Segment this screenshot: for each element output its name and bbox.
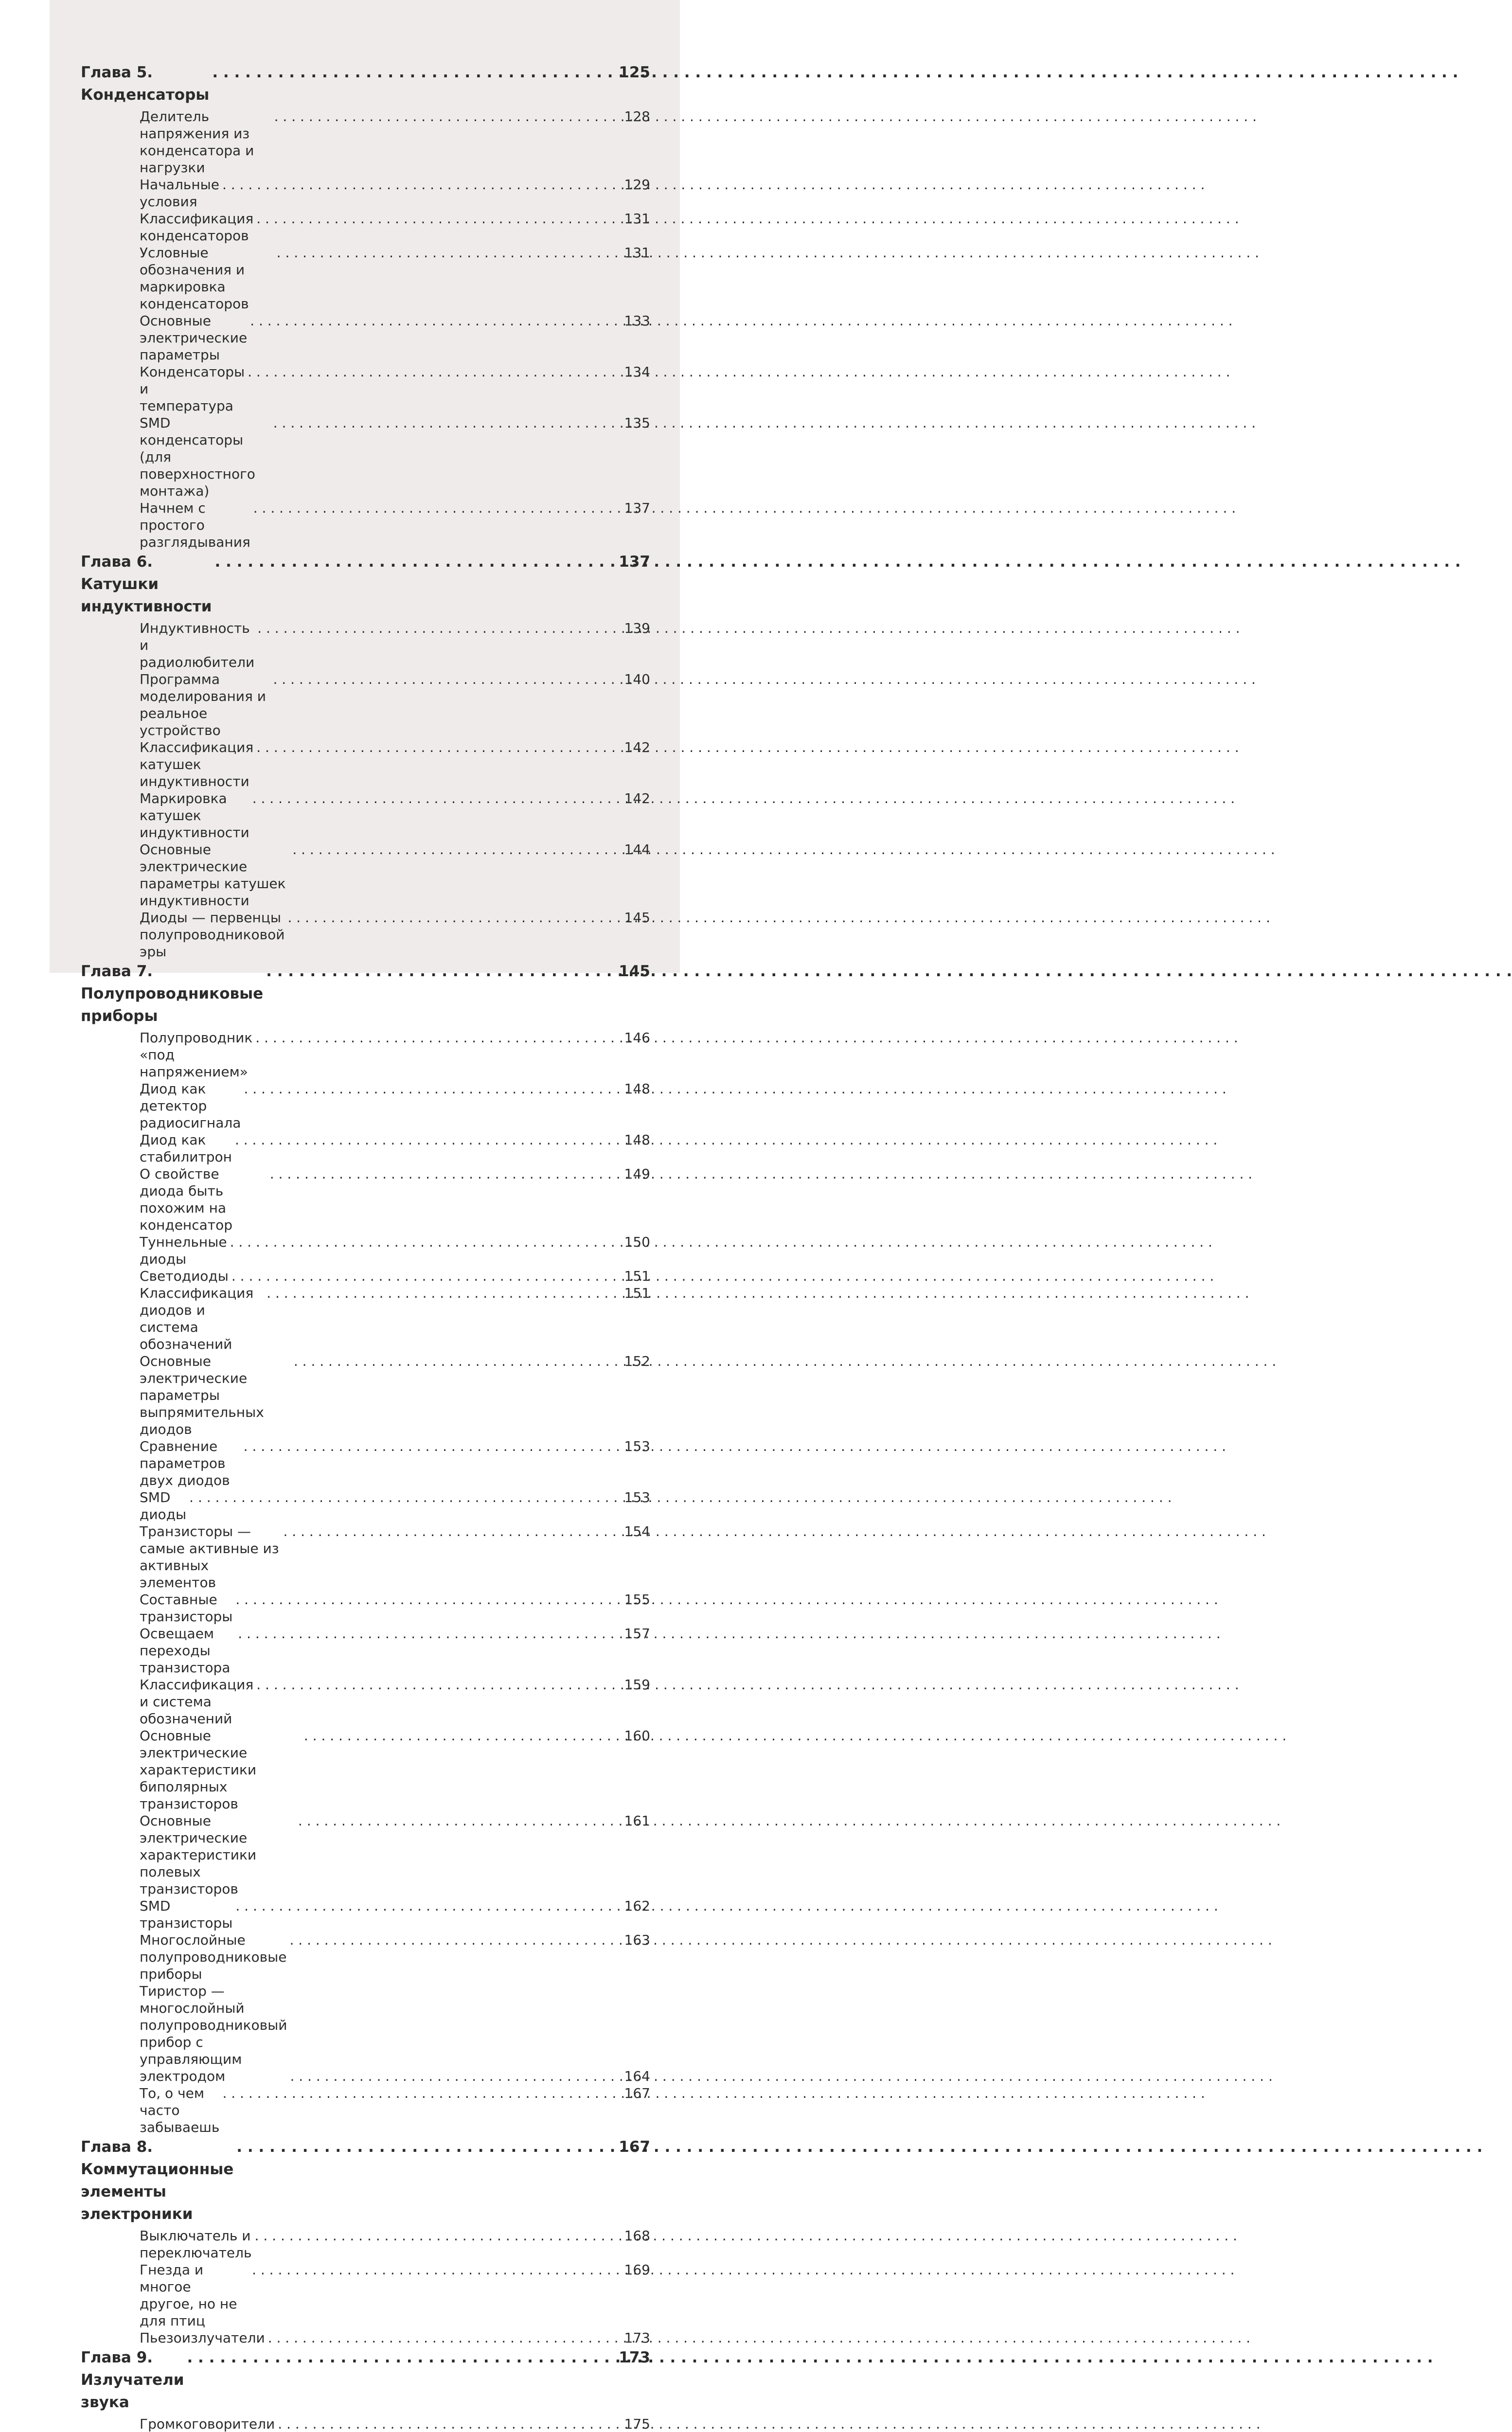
dot-leader	[250, 312, 621, 329]
chapter-page-number: 167	[619, 2138, 650, 2156]
dot-leader	[256, 210, 621, 227]
dot-leader	[189, 1489, 621, 1506]
toc-entry	[81, 1897, 650, 1931]
toc-entry	[81, 1931, 650, 1983]
chapter-page-number: 137	[619, 553, 650, 571]
dot-leader	[231, 1268, 622, 1285]
chapter-entries	[81, 1029, 650, 2136]
dot-leader	[256, 739, 621, 756]
entry-title: SMD транзисторы	[140, 1898, 233, 1931]
dot-leader	[230, 1234, 622, 1251]
entry-title: Громкоговорители	[140, 2416, 275, 2432]
entry-title: Основные электрические параметры катушек индуктивности	[140, 841, 286, 909]
dot-leader	[277, 244, 622, 261]
dot-leader	[212, 61, 616, 84]
toc-entry	[81, 210, 650, 244]
entry-page-number: 134	[624, 364, 650, 380]
toc-entry	[81, 909, 650, 960]
entry-page-number: 133	[624, 313, 650, 329]
chapter-page-number: 145	[619, 963, 650, 980]
toc-entry	[81, 1591, 650, 1625]
chapter-title: Глава 7. Полупроводниковые приборы	[81, 963, 264, 1025]
dot-leader	[268, 2329, 622, 2346]
entry-title: Диоды — первенцы полупроводниковой эры	[140, 910, 285, 960]
toc-entry	[81, 176, 650, 210]
entry-page-number: 157	[624, 1626, 650, 1642]
entry-page-number: 150	[624, 1234, 650, 1250]
toc-entry	[81, 2085, 650, 2136]
chapter-heading	[81, 61, 650, 106]
toc-entry	[81, 1353, 650, 1438]
entry-page-number: 142	[624, 739, 650, 755]
entry-title: Выключатель и переключатель	[140, 2228, 252, 2261]
chapter-title: Глава 5. Конденсаторы	[81, 64, 210, 104]
toc-entry	[81, 739, 650, 790]
dot-leader	[187, 2346, 616, 2369]
entry-title: Освещаем переходы транзистора	[140, 1626, 231, 1676]
entry-title: Классификация диодов и система обозначений	[140, 1285, 254, 1352]
entry-title: Основные электрические характеристики полевых транзисторов	[140, 1813, 257, 1897]
chapter-heading	[81, 960, 650, 1027]
dot-leader	[294, 1353, 622, 1370]
entry-title: Индуктивность и радиолюбители	[140, 620, 255, 670]
entry-page-number: 142	[624, 790, 650, 806]
toc-entry	[81, 500, 650, 551]
entry-page-number: 173	[624, 2330, 650, 2346]
table-of-contents	[81, 61, 650, 2432]
chapter-title: Глава 6. Катушки индуктивности	[81, 553, 212, 615]
toc-entry	[81, 1438, 650, 1489]
entry-page-number: 128	[624, 108, 650, 125]
toc-entry	[81, 1234, 650, 1268]
entry-page-number: 153	[624, 1438, 650, 1454]
toc-entry	[81, 1285, 650, 1353]
entry-title: Сравнение параметров двух диодов	[140, 1438, 230, 1488]
toc-entry	[81, 1165, 650, 1234]
entry-title: То, о чем часто забываешь	[140, 2085, 220, 2135]
chapter-entries	[81, 2227, 650, 2346]
entry-page-number: 167	[624, 2085, 650, 2101]
entry-page-number: 155	[624, 1592, 650, 1608]
toc-entry	[81, 1523, 650, 1591]
toc-entry	[81, 108, 650, 176]
dot-leader	[235, 1897, 621, 1914]
entry-title: SMD конденсаторы (для поверхностного монтажа)	[140, 415, 255, 499]
entry-page-number: 148	[624, 1081, 650, 1097]
toc-entry	[81, 790, 650, 841]
dot-leader	[244, 1080, 621, 1097]
toc-entry	[81, 414, 650, 500]
dot-leader	[235, 1591, 621, 1608]
dot-leader	[222, 2085, 621, 2102]
dot-leader	[270, 1165, 622, 1182]
entry-page-number: 168	[624, 2228, 650, 2244]
chapter-entries	[81, 620, 650, 960]
dot-leader	[235, 1131, 622, 1148]
dot-leader	[273, 671, 622, 688]
entry-title: Туннельные диоды	[140, 1234, 227, 1267]
entry-page-number: 163	[624, 1932, 650, 1948]
dot-leader	[244, 1438, 622, 1455]
dot-leader	[278, 2415, 621, 2432]
dot-leader	[252, 2261, 621, 2278]
dot-leader	[238, 1625, 621, 1642]
entry-page-number: 149	[624, 1166, 650, 1182]
chapter-block	[81, 2346, 650, 2432]
entry-page-number: 131	[624, 211, 650, 227]
entry-title: Классификация и система обозначений	[140, 1677, 254, 1727]
toc-entry	[81, 1812, 650, 1897]
dot-leader	[248, 363, 621, 380]
dot-leader	[257, 620, 621, 637]
entry-title: Пьезоизлучатели	[140, 2330, 265, 2346]
entry-title: Маркировка катушек индуктивности	[140, 790, 249, 840]
toc-entry	[81, 2261, 650, 2329]
chapter-page-number: 125	[619, 64, 650, 81]
entry-title: О свойстве диода быть похожим на конденсатор	[140, 1166, 233, 1233]
entry-title: Транзисторы — самые активные из активных элементов	[140, 1523, 279, 1591]
entry-title: Светодиоды	[140, 1268, 229, 1284]
dot-leader	[289, 1931, 621, 1949]
toc-entry	[81, 312, 650, 363]
chapter-block	[81, 960, 650, 2136]
toc-entry	[81, 1029, 650, 1080]
entry-title: Основные электрические характеристики биполярных транзисторов	[140, 1728, 257, 1812]
entry-page-number: 145	[624, 910, 650, 926]
dot-leader	[252, 790, 622, 807]
chapter-heading	[81, 2346, 650, 2414]
dot-leader	[284, 1523, 622, 1540]
entry-title: Диод как детектор радиосигнала	[140, 1081, 241, 1131]
dot-leader	[253, 500, 622, 517]
chapter-title: Глава 8. Коммутационные элементы электроники	[81, 2138, 234, 2223]
toc-entry	[81, 2415, 650, 2432]
toc-entry	[81, 620, 650, 671]
entry-title: Многослойные полупроводниковые приборы	[140, 1932, 287, 1982]
entry-title: Условные обозначения и маркировка конденсаторов	[140, 245, 249, 312]
chapter-entries	[81, 2415, 650, 2432]
dot-leader	[267, 1285, 621, 1302]
entry-page-number: 169	[624, 2262, 650, 2278]
entry-page-number: 151	[624, 1285, 650, 1301]
entry-title: Основные электрические параметры	[140, 313, 248, 363]
entry-title: Классификация катушек индуктивности	[140, 739, 254, 789]
dot-leader	[222, 176, 622, 193]
entry-page-number: 144	[624, 841, 650, 858]
toc-entry	[81, 671, 650, 739]
dot-leader	[236, 2136, 616, 2158]
toc-entry	[81, 244, 650, 312]
entry-title: Основные электрические параметры выпрямительных диодов	[140, 1353, 264, 1437]
entry-page-number: 162	[624, 1898, 650, 1914]
chapter-heading	[81, 551, 650, 618]
entry-page-number: 160	[624, 1728, 650, 1744]
entry-page-number: 135	[624, 415, 650, 431]
toc-entry	[81, 2227, 650, 2261]
dot-leader	[298, 1812, 622, 1829]
dot-leader	[255, 2227, 622, 2244]
entry-page-number: 148	[624, 1132, 650, 1148]
toc-entry	[81, 1489, 650, 1523]
entry-page-number: 152	[624, 1353, 650, 1369]
toc-entry	[81, 1625, 650, 1676]
toc-entry	[81, 2329, 650, 2346]
entry-title: Начнем с простого разглядывания	[140, 500, 250, 550]
entry-page-number: 131	[624, 245, 650, 261]
entry-page-number: 140	[624, 671, 650, 687]
dot-leader	[274, 108, 622, 125]
toc-entry	[81, 841, 650, 909]
dot-leader	[287, 909, 621, 926]
entry-title: Конденсаторы и температура	[140, 364, 245, 414]
toc-entry	[81, 1268, 650, 1285]
entry-page-number: 137	[624, 500, 650, 516]
entry-page-number: 154	[624, 1523, 650, 1539]
toc-entry	[81, 1131, 650, 1165]
chapter-block	[81, 61, 650, 551]
entry-page-number: 146	[624, 1030, 650, 1046]
dot-leader	[255, 1029, 621, 1046]
entry-title: Делитель напряжения из конденсатора и нагрузки	[140, 108, 254, 176]
book-page	[50, 0, 680, 2432]
entry-page-number: 161	[624, 1813, 650, 1829]
chapter-title: Глава 9. Излучатели звука	[81, 2349, 184, 2411]
chapter-block	[81, 551, 650, 960]
dot-leader	[256, 1676, 621, 1693]
entry-page-number: 153	[624, 1489, 650, 1505]
chapter-heading	[81, 2136, 650, 2225]
toc-entry	[81, 363, 650, 414]
entry-title: Полупроводник «под напряжением»	[140, 1030, 253, 1080]
dot-leader	[215, 551, 616, 573]
chapter-entries	[81, 108, 650, 551]
chapter-page-number: 173	[619, 2349, 650, 2366]
toc-entry	[81, 1983, 650, 2085]
chapter-block	[81, 2136, 650, 2346]
entry-title: Начальные условия	[140, 177, 219, 210]
dot-leader	[292, 841, 621, 858]
entry-page-number: 139	[624, 620, 650, 636]
toc-entry	[81, 1080, 650, 1131]
entry-page-number: 129	[624, 177, 650, 193]
entry-title: Программа моделирования и реальное устройство	[140, 671, 266, 738]
entry-title: Гнезда и многое другое, но не для птиц	[140, 2262, 237, 2329]
entry-title: SMD диоды	[140, 1489, 187, 1522]
toc-entry	[81, 1676, 650, 1727]
entry-page-number: 159	[624, 1677, 650, 1693]
entry-title: Составные транзисторы	[140, 1592, 233, 1625]
dot-leader	[266, 960, 616, 983]
dot-leader	[290, 2068, 621, 2085]
entry-page-number: 164	[624, 2068, 650, 2084]
dot-leader	[273, 414, 622, 431]
entry-title: Классификация конденсаторов	[140, 211, 254, 244]
entry-page-number: 175	[624, 2416, 650, 2432]
dot-leader	[304, 1727, 622, 1744]
toc-entry	[81, 1727, 650, 1812]
entry-title: Диод как стабилитрон	[140, 1132, 232, 1165]
entry-title: Тиристор — многослойный полупроводниковый прибор с управляющим электродом	[140, 1983, 287, 2084]
entry-page-number: 151	[624, 1268, 650, 1284]
